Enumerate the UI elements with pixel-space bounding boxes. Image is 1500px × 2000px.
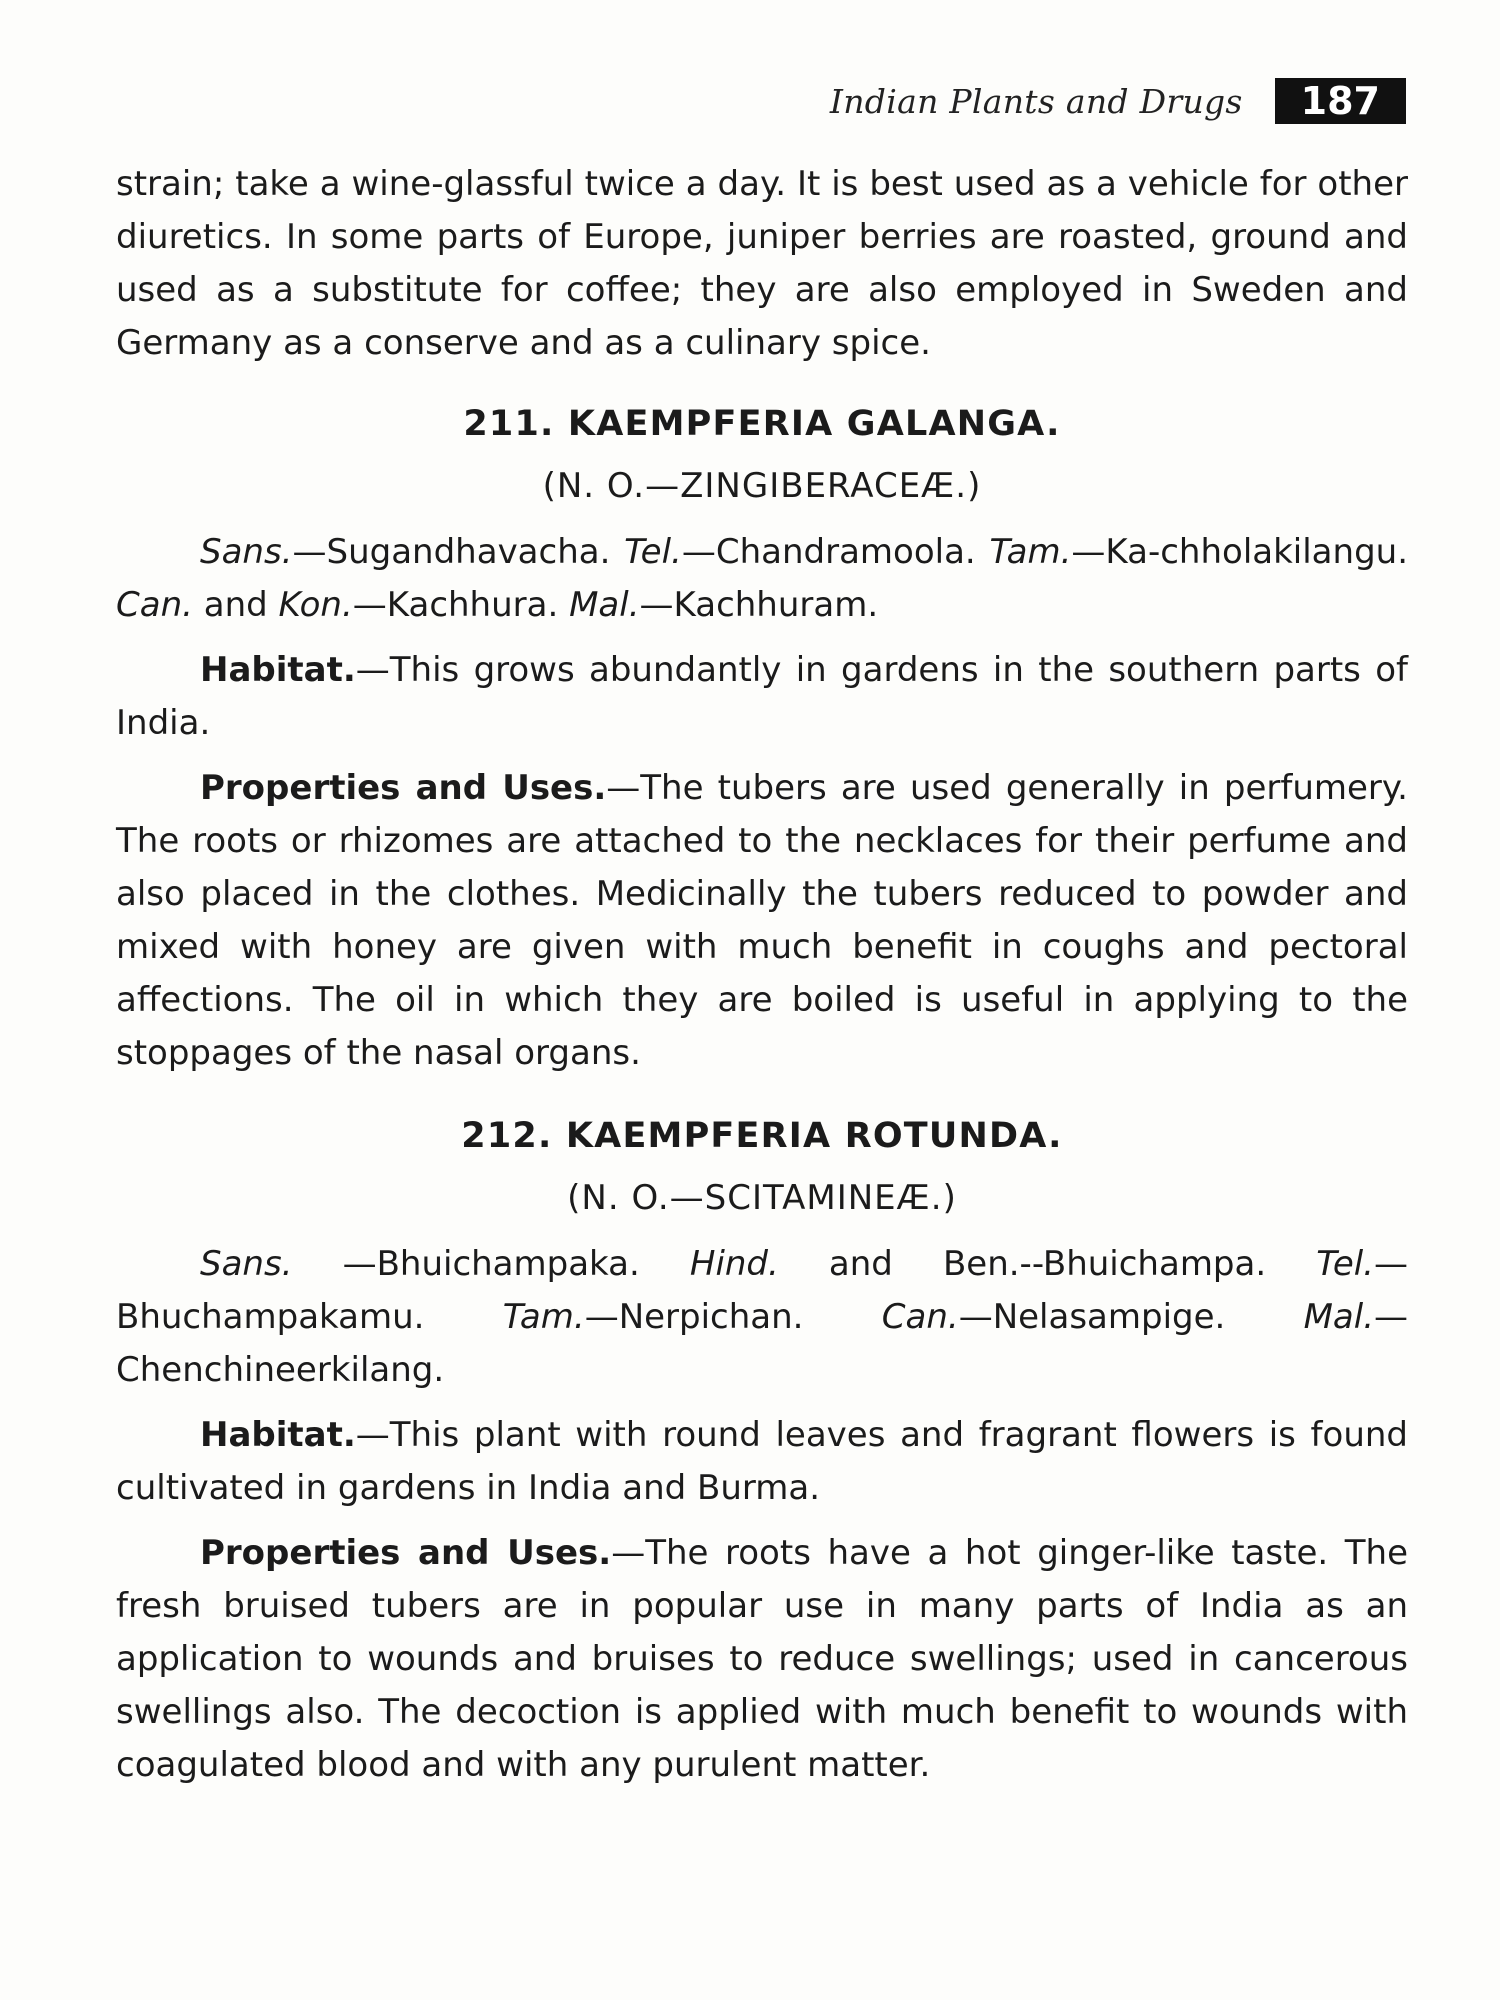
habitat-text: —This plant with round leaves and fragrant flowers is found cultivated in gardens in India and Burma. — [116, 1415, 1408, 1508]
vernacular-name: —Nelasampige. — [958, 1297, 1226, 1337]
vernacular-name: —Sugandhavacha. — [292, 532, 611, 572]
lang-label: Mal. — [569, 585, 640, 625]
habitat-text: —This grows abundantly in gardens in the southern parts of India. — [116, 650, 1408, 743]
vernacular-name: —Chandramoola. — [681, 532, 976, 572]
lang-label: Tel. — [624, 532, 682, 572]
entry-heading: 212. KAEMPFERIA ROTUNDA. — [461, 1116, 1063, 1156]
entry-heading: 211. KAEMPFERIA GALANGA. — [463, 404, 1061, 444]
uses-text: —The tubers are used generally in perfumery. The roots or rhizomes are attached to the necklaces for their perfume and also placed in the clothes. Medicinally the tubers reduced to powder and mixed with honey are given with much benefit in coughs and pectoral affections. The oil in which they are boiled is useful in applying to the stoppages of the nasal organs. — [116, 768, 1408, 1073]
vernacular-names — [116, 1238, 1408, 1397]
habitat-paragraph — [116, 644, 1408, 750]
lang-label: Tam. — [502, 1297, 585, 1337]
lang-label: Tel. — [1316, 1244, 1374, 1284]
lang-label: Mal. — [1303, 1297, 1375, 1337]
lang-label: Tam. — [989, 532, 1072, 572]
vernacular-name: —Nerpichan. — [584, 1297, 804, 1337]
uses-label: Properties and Uses. — [200, 1533, 612, 1573]
natural-order: (N. O.—SCITAMINEÆ.) — [567, 1178, 957, 1218]
connector-text: and — [203, 585, 268, 625]
lang-label: Can. — [881, 1297, 959, 1337]
uses-text: —The roots have a hot ginger-like taste. The fresh bruised tubers are in popular use in many parts of India as an application to wounds and bruises to reduce swellings; used in cancerous swellings also. The decoction is applied with much benefit to wounds with coagulated blood and with any purulent matter. — [116, 1533, 1408, 1785]
lang-label: Hind. — [689, 1244, 779, 1284]
lang-label: Sans. — [200, 532, 293, 572]
uses-paragraph — [116, 1527, 1408, 1792]
page-body — [116, 158, 1408, 1804]
running-title: Indian Plants and Drugs — [829, 81, 1243, 121]
habitat-label: Habitat. — [200, 650, 356, 690]
page-header — [830, 78, 1406, 124]
continuation-paragraph: strain; take a wine-glassful twice a day. It is best used as a vehicle for other diuretics. In some parts of Europe, juniper berries are roasted, ground and used as a substitute for coffee; they are also employed in Sweden and Germany as a conserve and as a culinary spice. — [116, 164, 1408, 363]
lang-label: Kon. — [278, 585, 353, 625]
uses-label: Properties and Uses. — [200, 768, 607, 808]
vernacular-name: —Ka-chholakilangu. — [1071, 532, 1409, 572]
habitat-paragraph — [116, 1409, 1408, 1515]
vernacular-names — [116, 526, 1408, 632]
habitat-label: Habitat. — [200, 1415, 356, 1455]
uses-paragraph — [116, 762, 1408, 1080]
entry-211 — [116, 398, 1408, 1080]
natural-order: (N. O.—ZINGIBERACEÆ.) — [542, 466, 982, 506]
vernacular-name: — Chenchineerkilang. — [116, 1297, 1409, 1390]
vernacular-name: —Bhuichampaka. — [292, 1244, 640, 1284]
lang-label: Sans. — [200, 1244, 293, 1284]
entry-212 — [116, 1110, 1408, 1792]
lang-label: Can. — [116, 585, 193, 625]
connector-text: and Ben.--Bhuichampa. — [828, 1244, 1267, 1284]
section-gap — [116, 1092, 1408, 1110]
page-number: 187 — [1275, 78, 1406, 124]
vernacular-name: —Kachhuram. — [639, 585, 879, 625]
vernacular-name: — Bhuchampakamu. — [116, 1244, 1408, 1337]
vernacular-name: —Kachhura. — [352, 585, 559, 625]
